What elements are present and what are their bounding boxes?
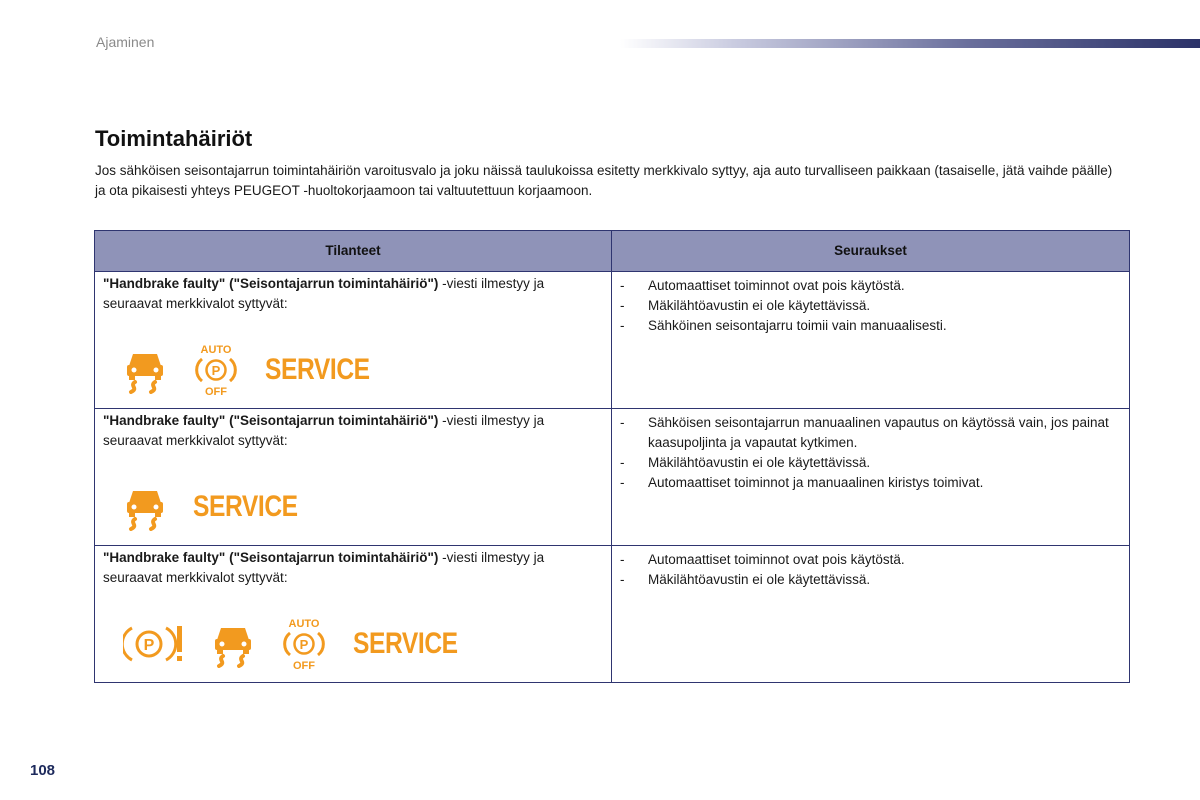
consequence-list — [612, 272, 1129, 336]
message-description: -viesti ilmestyy ja seuraavat merkkivalot syttyvät: — [103, 276, 545, 311]
svg-text:P: P — [143, 637, 155, 654]
list-item: - Automaattiset toiminnot ja manuaalinen kiristys toimivat. — [620, 473, 1121, 493]
intro-paragraph: Jos sähköisen seisontajarrun toimintahäiriön varoitusvalo ja joku näissä taulukoissa esitetty merkkivalo syttyy, aja auto turvalliseen paikkaan (tasaiselle, jätä vaihde päälle) ja ota pikaisesti yhteys PEUGEOT -huoltokorjaamoon tai valtuutettuun korjaamoon. — [95, 163, 1113, 198]
svg-text:AUTO: AUTO — [200, 344, 232, 356]
list-item: - Automaattiset toiminnot ovat pois käytöstä. — [620, 276, 1121, 296]
table-row — [95, 272, 1130, 409]
service-icon: SERVICE — [353, 627, 458, 660]
section-label: Ajaminen — [96, 34, 155, 50]
auto-park-off-icon — [281, 617, 327, 671]
list-item: - Mäkilähtöavustin ei ole käytettävissä. — [620, 296, 1121, 316]
list-item: - Sähköisen seisontajarrun manuaalinen vapautus on käytössä vain, jos painat kaasupoljinta ja vapautat kytkimen. — [620, 413, 1121, 453]
auto-park-off-icon — [193, 343, 239, 397]
situation-text — [95, 272, 611, 314]
list-item: - Sähköinen seisontajarru toimii vain manuaalisesti. — [620, 316, 1121, 336]
message-description: -viesti ilmestyy ja seuraavat merkkivalot syttyvät: — [103, 550, 545, 585]
situation-cell — [95, 409, 612, 546]
list-item: - Mäkilähtöavustin ei ole käytettävissä. — [620, 570, 1121, 590]
table-row — [95, 409, 1130, 546]
warning-lights — [95, 479, 611, 535]
list-item: - Mäkilähtöavustin ei ole käytettävissä. — [620, 453, 1121, 473]
service-icon: SERVICE — [193, 490, 298, 523]
message-name: "Handbrake faulty" ("Seisontajarrun toimintahäiriö") — [103, 550, 439, 565]
svg-text:OFF: OFF — [205, 386, 227, 397]
page-number: 108 — [30, 762, 56, 779]
page-title: Toimintahäiriöt — [95, 126, 253, 151]
situation-text — [95, 409, 611, 451]
message-description: -viesti ilmestyy ja seuraavat merkkivalot syttyvät: — [103, 413, 545, 448]
list-item: - Automaattiset toiminnot ovat pois käytöstä. — [620, 550, 1121, 570]
header-gradient-bar — [620, 39, 1200, 48]
service-icon: SERVICE — [265, 353, 370, 386]
situation-cell — [95, 546, 612, 683]
consequence-cell — [612, 546, 1130, 683]
consequence-list — [612, 409, 1129, 493]
traction-control-icon — [123, 346, 167, 394]
warning-lights — [95, 342, 611, 398]
svg-text:AUTO: AUTO — [288, 618, 320, 630]
situation-text — [95, 546, 611, 588]
consequence-cell — [612, 409, 1130, 546]
message-name: "Handbrake faulty" ("Seisontajarrun toimintahäiriö") — [103, 276, 439, 291]
table-header-row — [95, 231, 1130, 272]
consequence-cell — [612, 272, 1130, 409]
fault-table — [94, 230, 1130, 683]
traction-control-icon — [211, 620, 255, 668]
svg-text:OFF: OFF — [293, 660, 315, 671]
park-brake-fault-icon — [123, 622, 185, 666]
svg-text:P: P — [299, 637, 309, 652]
traction-control-icon — [123, 483, 167, 531]
message-name: "Handbrake faulty" ("Seisontajarrun toimintahäiriö") — [103, 413, 439, 428]
column-header-consequences: Seuraukset — [612, 231, 1130, 272]
table-row — [95, 546, 1130, 683]
warning-lights — [95, 616, 611, 672]
svg-text:P: P — [211, 363, 221, 378]
column-header-situations: Tilanteet — [95, 231, 612, 272]
consequence-list — [612, 546, 1129, 590]
situation-cell — [95, 272, 612, 409]
